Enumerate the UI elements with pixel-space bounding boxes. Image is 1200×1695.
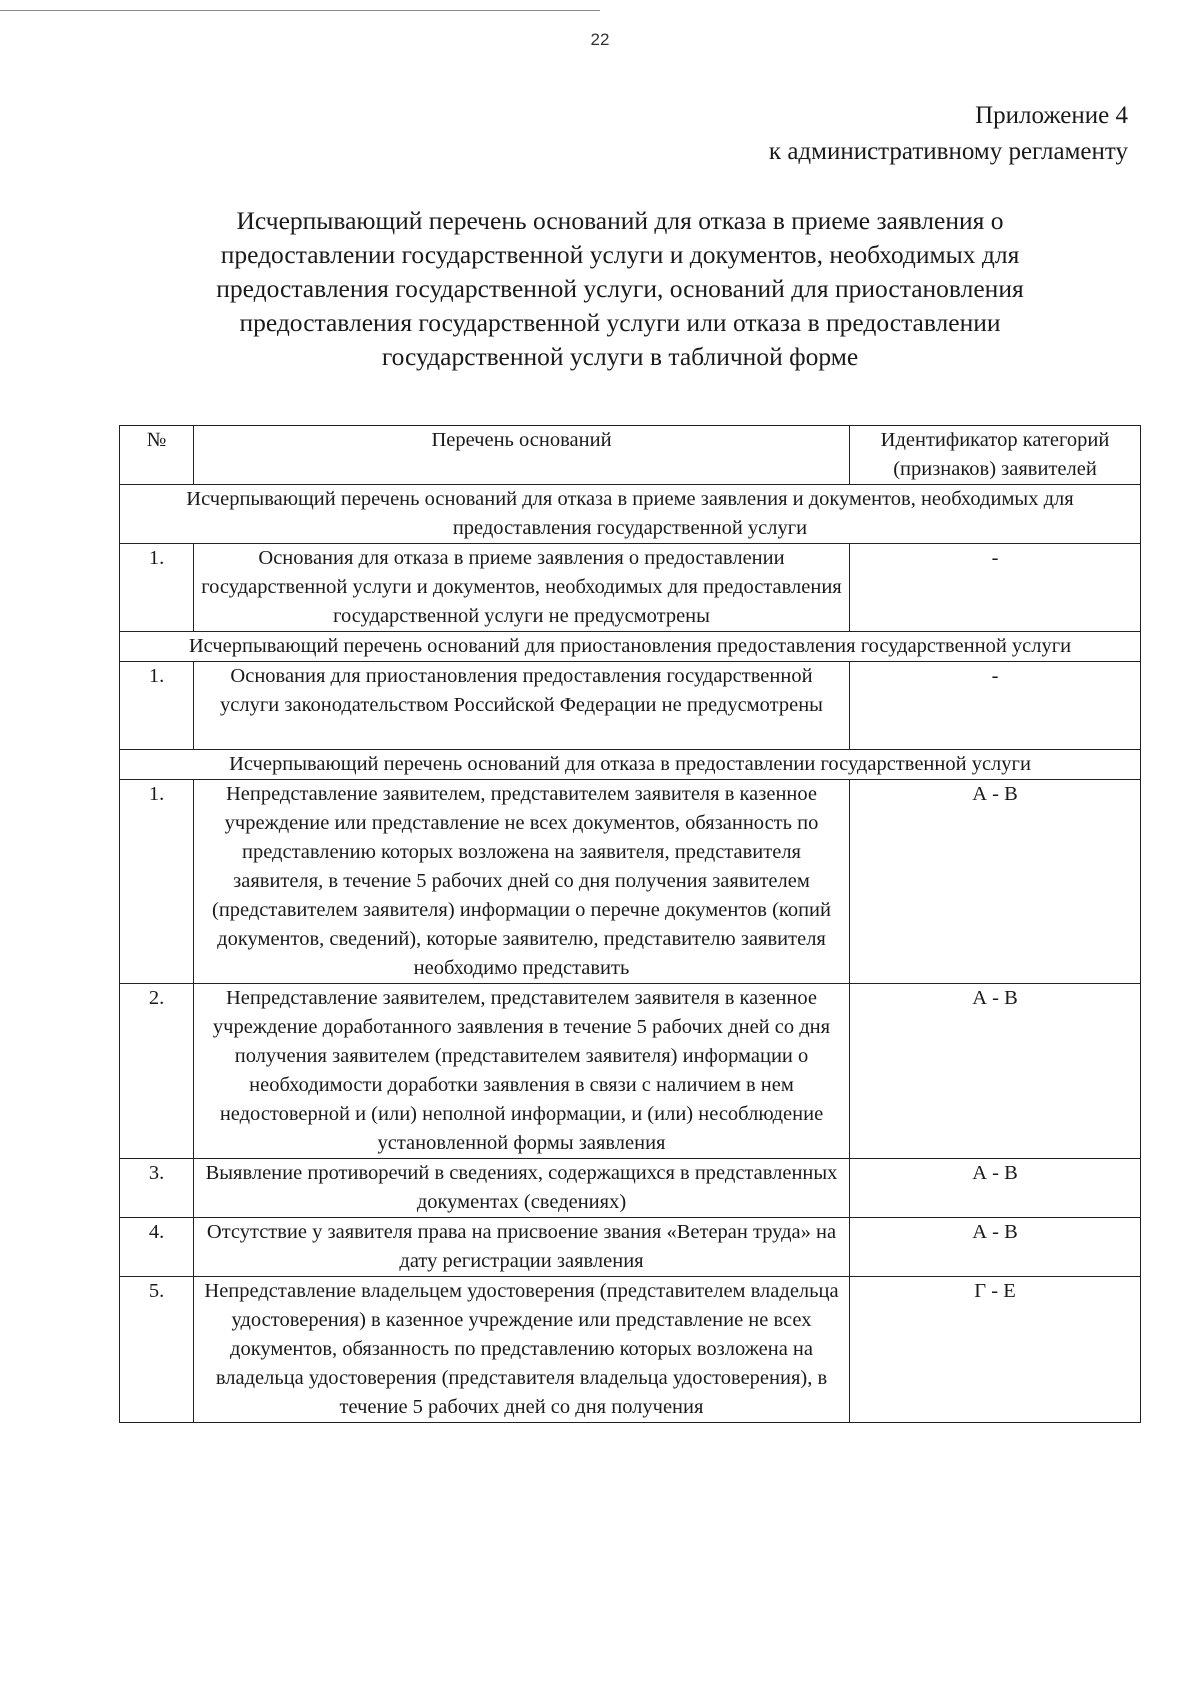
title-line: Исчерпывающий перечень оснований для отказа в приеме заявления о xyxy=(236,206,1004,235)
table-row xyxy=(120,1159,1141,1218)
row-identifier: А - В xyxy=(850,780,1141,984)
title-line: предоставлении государственной услуги и документов, необходимых для xyxy=(220,240,1020,269)
section-title-suspension: Исчерпывающий перечень оснований для приостановления предоставления государственной услуги xyxy=(120,632,1141,662)
header-reasons: Перечень оснований xyxy=(194,426,850,485)
section-title-service-refusal: Исчерпывающий перечень оснований для отказа в предоставлении государственной услуги xyxy=(120,750,1141,780)
appendix-number: Приложение 4 xyxy=(975,102,1128,129)
row-reason: Непредставление заявителем, представителем заявителя в казенное учреждение или представление не всех документов, обязанность по представлению которых возложена на заявителя, представителя заявителя, в течение 5 рабочих дней со дня получения заявителем (представителем заявителя) информации о перечне документов (копий документов, сведений), которые заявителю, представителю заявителя необходимо представить xyxy=(194,780,850,984)
table-row xyxy=(120,544,1141,632)
row-reason: Основания для приостановления предоставления государственной услуги законодательством Российской Федерации не предусмотрены xyxy=(194,662,850,750)
table-row xyxy=(120,984,1141,1159)
title-line: государственной услуги в табличной форме xyxy=(381,342,859,371)
row-reason: Основания для отказа в приеме заявления о предоставлении государственной услуги и документов, необходимых для предоставления государственной услуги не предусмотрены xyxy=(194,544,850,632)
table-row xyxy=(120,1218,1141,1277)
section-title-reception-refusal: Исчерпывающий перечень оснований для отказа в приеме заявления и документов, необходимых для предоставления государственной услуги xyxy=(120,485,1141,544)
appendix-reference xyxy=(769,98,1128,170)
title-line: предоставления государственной услуги, оснований для приостановления xyxy=(216,274,1024,303)
row-number: 1. xyxy=(120,544,194,632)
reasons-table xyxy=(119,425,1141,1423)
row-identifier: - xyxy=(850,544,1141,632)
table-row xyxy=(120,780,1141,984)
section-header-row xyxy=(120,485,1141,544)
row-identifier: А - В xyxy=(850,1218,1141,1277)
table-row xyxy=(120,1277,1141,1423)
row-number: 5. xyxy=(120,1277,194,1423)
row-reason: Выявление противоречий в сведениях, содержащихся в представленных документах (сведениях) xyxy=(194,1159,850,1218)
table-header-row xyxy=(120,426,1141,485)
row-identifier: - xyxy=(850,662,1141,750)
row-number: 4. xyxy=(120,1218,194,1277)
top-rule xyxy=(0,10,600,11)
header-number: № xyxy=(120,426,194,485)
title-line: предоставления государственной услуги или отказа в предоставлении xyxy=(239,308,1001,337)
row-reason: Непредставление заявителем, представителем заявителя в казенное учреждение доработанного заявления в течение 5 рабочих дней со дня получения заявителем (представителем заявителя) информации о необходимости доработки заявления в связи с наличием в нем недостоверной и (или) неполной информации, и (или) несоблюдение установленной формы заявления xyxy=(194,984,850,1159)
row-number: 3. xyxy=(120,1159,194,1218)
section-header-row xyxy=(120,632,1141,662)
row-identifier: А - В xyxy=(850,1159,1141,1218)
table-row xyxy=(120,662,1141,750)
section-header-row xyxy=(120,750,1141,780)
row-reason: Непредставление владельцем удостоверения (представителем владельца удостоверения) в казенное учреждение или представление не всех документов, обязанность по представлению которых возложена на владельца удостоверения (представителя владельца удостоверения), в течение 5 рабочих дней со дня получения xyxy=(194,1277,850,1423)
document-title xyxy=(160,204,1080,374)
row-reason: Отсутствие у заявителя права на присвоение звания «Ветеран труда» на дату регистрации заявления xyxy=(194,1218,850,1277)
row-identifier: А - В xyxy=(850,984,1141,1159)
header-identifier: Идентификатор категорий (признаков) заявителей xyxy=(850,426,1141,485)
appendix-regulation: к административному регламенту xyxy=(768,138,1128,165)
row-number: 1. xyxy=(120,780,194,984)
row-identifier: Г - Е xyxy=(850,1277,1141,1423)
row-number: 1. xyxy=(120,662,194,750)
page-number: 22 xyxy=(590,30,610,49)
row-number: 2. xyxy=(120,984,194,1159)
